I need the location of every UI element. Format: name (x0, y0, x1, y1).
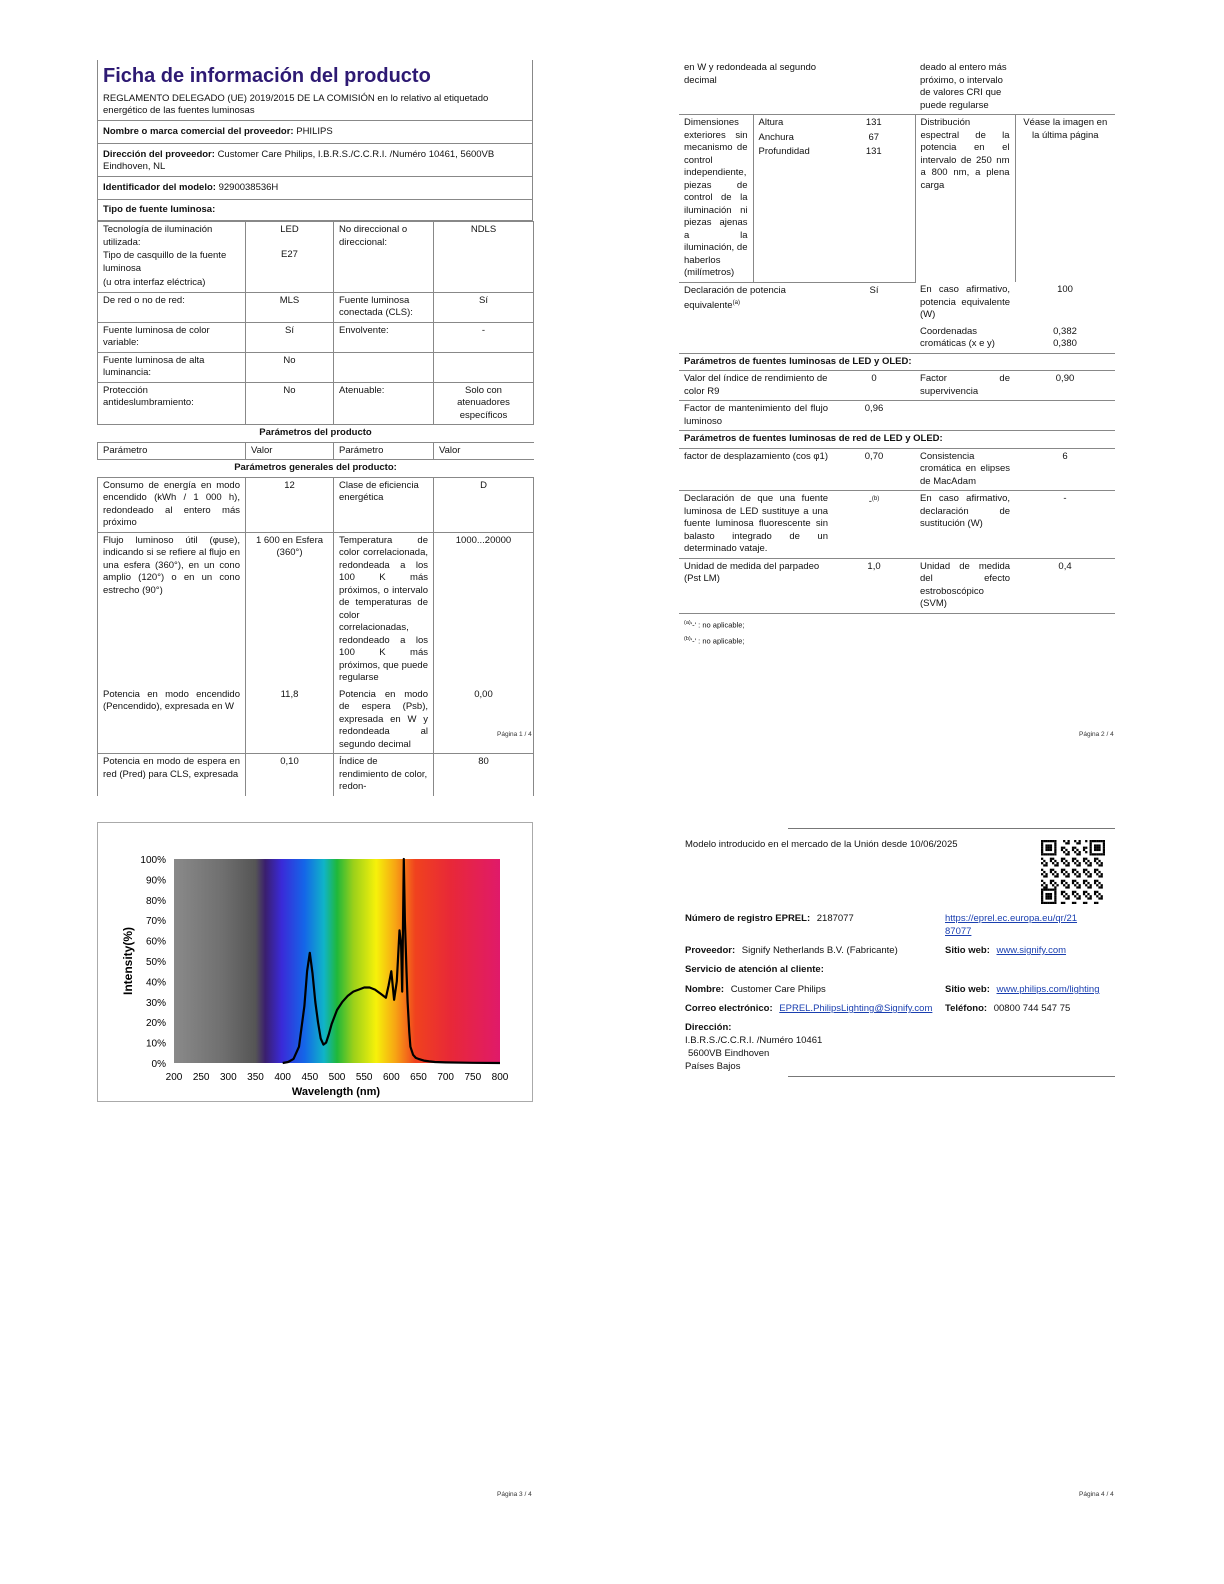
address-label: Dirección: (685, 1022, 732, 1033)
eprel-link[interactable] (945, 912, 1077, 938)
value-cell: Sí (246, 322, 334, 352)
table-row (679, 401, 1115, 431)
y-tick-label: 10% (145, 1038, 166, 1050)
address-line-2: 5600VB Eindhoven (688, 1048, 770, 1059)
param-label: Tecnología de iluminación utilizada: (103, 224, 213, 248)
equiv-label-cell (679, 282, 833, 324)
param-cell: Temperatura de color correlacionada, redondeada a los 100 K más próximos, o intervalo de temperaturas de color correlacionadas, redondeado a los 100 K más próximos, que puede regularse (334, 532, 434, 687)
param-cell: En caso afirmativo, potencia equivalente (W) (920, 284, 1011, 320)
param-cell: Valor del índice de rendimiento de color R9 (679, 371, 833, 401)
table-row (98, 532, 534, 687)
x-tick-label: 450 (301, 1072, 319, 1083)
page-2 (679, 60, 1115, 649)
product-params-header: Parámetros del producto (98, 425, 534, 443)
value-cell: Sí (434, 292, 534, 322)
regulation-line: REGLAMENTO DELEGADO (UE) 2019/2015 DE LA COMISIÓN en lo relativo al etiquetado energético de las fuentes luminosas (103, 93, 489, 116)
website2-link[interactable]: www.philips.com/lighting (996, 984, 1100, 995)
param-cell: Fuente luminosa de color variable: (98, 322, 246, 352)
param-cell: De red o no de red: (98, 292, 246, 322)
x-tick-label: 300 (219, 1072, 237, 1083)
table-row (98, 442, 534, 460)
x-tick-label: 700 (437, 1072, 455, 1083)
value-cell: No (246, 382, 334, 425)
y-tick-label: 60% (145, 936, 166, 948)
supplier-label: Proveedor: (685, 945, 736, 956)
page-number: Página 3 / 4 (497, 1491, 532, 1498)
param-cell: Atenuable: (334, 382, 434, 425)
value-cell: 80 (434, 754, 534, 796)
param-cell: Factor de supervivencia (915, 371, 1015, 401)
website-link[interactable]: www.signify.com (996, 945, 1067, 956)
value-cell: 1 600 en Esfera (360°) (246, 532, 334, 687)
spectral-value: Véase la imagen en la última página (1023, 117, 1108, 141)
page-title: Ficha de información del producto (103, 65, 431, 87)
footnote-marker: (a) (732, 300, 740, 306)
param-cell: en W y redondeada al segundo decimal (679, 60, 833, 115)
footnote-marker: (b) (871, 496, 880, 502)
param-cell: Fuente luminosa de alta luminancia: (98, 352, 246, 382)
param-cell: Potencia en modo encendido (Pencendido), expresada en W (98, 687, 246, 754)
y-tick-label: 20% (145, 1018, 166, 1030)
params-table-continued (679, 60, 1115, 614)
table-row (98, 460, 534, 478)
chroma-x: 0,382 (1053, 325, 1077, 337)
table-row (98, 382, 534, 425)
x-tick-label: 500 (328, 1072, 346, 1083)
website2-label: Sitio web: (945, 984, 990, 995)
footnote-text: '-' : no aplicable; (690, 636, 745, 646)
x-tick-label: 550 (355, 1072, 373, 1083)
y-tick-label: 30% (145, 997, 166, 1009)
value-cell (434, 352, 534, 382)
name-value: Customer Care Philips (730, 984, 826, 995)
value-cell: - (1015, 491, 1115, 559)
empty-cell (679, 324, 833, 354)
y-tick-labels (140, 855, 166, 1070)
y-axis-title: Intensity(%) (121, 926, 135, 996)
page1-header (97, 60, 533, 90)
value-cell: NDLS (434, 222, 534, 293)
supplier-address-label: Dirección del proveedor: (103, 149, 215, 160)
param-cell: Factor de mantenimiento del flujo luminoso (679, 401, 833, 431)
page-number: Página 4 / 4 (1079, 1491, 1114, 1498)
page-4 (679, 828, 1115, 1078)
address-line-1: I.B.R.S./C.C.R.I. /Numéro 10461 (685, 1035, 823, 1046)
table-row (679, 491, 1115, 559)
address-line-3: Países Bajos (685, 1061, 741, 1072)
y-tick-label: 90% (145, 875, 166, 887)
value-cell: 6 (1015, 448, 1115, 491)
x-tick-label: 750 (464, 1072, 482, 1083)
value-cell: 0,90 (1015, 371, 1115, 401)
param-cell: Clase de eficiencia energética (334, 477, 434, 532)
param-cell: Unidad de medida del parpadeo (Pst LM) (679, 558, 833, 613)
page-number: Página 2 / 4 (1079, 731, 1114, 738)
footnote-marker: (b) (684, 636, 691, 642)
table-row (679, 371, 1115, 401)
spectrum-background (174, 859, 500, 1063)
divider-top (788, 828, 1115, 829)
service-row (685, 963, 824, 976)
value-cell: 0,96 (833, 401, 915, 431)
empty-cell (915, 401, 1015, 431)
value-cell: 0,00 (434, 687, 534, 754)
y-tick-label: 0% (151, 1059, 166, 1070)
param-cell: Potencia en modo de espera en red (Pred) para CLS, expresada (98, 754, 246, 796)
page-1 (97, 60, 533, 796)
service-label: Servicio de atención al cliente: (685, 964, 824, 975)
address-block (685, 1021, 822, 1073)
website-row (945, 944, 1066, 957)
divider-bottom (788, 1076, 1115, 1077)
value-cell: MLS (246, 292, 334, 322)
y-tick-label: 50% (145, 957, 166, 968)
param-cell: factor de desplazamiento (cos φ1) (679, 448, 833, 491)
x-tick-labels (166, 1072, 509, 1083)
table-row (679, 353, 1115, 371)
value-cell: No (246, 352, 334, 382)
param-cell: deado al entero más próximo, o intervalo de valores CRI que puede regularse (915, 60, 1015, 115)
replace-value: - (868, 496, 872, 508)
column-header: Parámetro (98, 442, 246, 460)
value-cell: D (434, 477, 534, 532)
name-label: Nombre: (685, 984, 725, 995)
footnote-a (679, 616, 1115, 633)
table-row (679, 60, 1115, 115)
table-row (679, 558, 1115, 613)
page-number: Página 1 / 4 (497, 731, 532, 738)
param-cell: Coordenadas cromáticas (x e y) (915, 324, 1015, 354)
y-tick-label: 80% (145, 895, 166, 907)
param-cell: Fuente luminosa conectada (CLS): (334, 292, 434, 322)
column-header: Valor (434, 442, 534, 460)
param-cell (334, 352, 434, 382)
value-cell (833, 60, 915, 115)
table-row (98, 222, 534, 293)
dimension-name: Profundidad (758, 146, 810, 157)
table-row (98, 425, 534, 443)
supplier-address-row (97, 144, 533, 177)
source-type-table (97, 221, 534, 796)
param-cell: No direccional o direccional: (334, 222, 434, 293)
dimension-names (753, 115, 833, 283)
dimension-name: Altura (758, 117, 784, 128)
param-cell: Unidad de medida del efecto estroboscópico (SVM) (915, 558, 1015, 613)
eprel-value: 2187077 (816, 913, 854, 924)
model-id-value: 9290038536H (218, 182, 279, 193)
value-cell: - (434, 322, 534, 352)
param-cell: Flujo luminoso útil (φuse), indicando si se refiere al flujo en una esfera (360°), en un cono amplio (120°) o en un cono estrecho (90°) (98, 532, 246, 687)
name-row (685, 983, 826, 996)
value-cell: 0,10 (246, 754, 334, 796)
x-tick-label: 250 (192, 1072, 210, 1083)
led-params-header: Parámetros de fuentes luminosas de LED y OLED: (679, 353, 1115, 371)
value-cell: 1000...20000 (434, 532, 534, 687)
eprel-row (685, 912, 854, 925)
table-row (98, 477, 534, 532)
value-label: LED (280, 224, 299, 235)
model-id-row (97, 177, 533, 200)
source-type-row (97, 200, 533, 221)
column-header: Parámetro (334, 442, 434, 460)
spectral-label: Distribución espectral de la potencia en el intervalo de 250 nm a 800 nm, a plena carga (915, 115, 1015, 283)
param-cell (98, 222, 246, 293)
footnote-b (679, 632, 1115, 649)
value-cell (833, 491, 915, 559)
eprel-link-line-2[interactable]: 87077 (945, 926, 972, 937)
table-row (98, 687, 534, 754)
phone-value: 00800 744 547 75 (993, 1003, 1071, 1014)
website2-row (945, 983, 1099, 996)
value-cell (1015, 60, 1115, 115)
value-cell: 0,70 (833, 448, 915, 491)
dimension-value: 131 (865, 146, 882, 157)
general-params-header: Parámetros generales del producto: (98, 460, 534, 478)
supplier-row (685, 944, 898, 957)
model-id-label: Identificador del modelo: (103, 182, 216, 193)
param-cell: Consistencia cromática en elipses de MacAdam (915, 448, 1015, 491)
website-label: Sitio web: (945, 945, 990, 956)
value-cell: 12 (246, 477, 334, 532)
param-cell: En caso afirmativo, declaración de sustitución (W) (915, 491, 1015, 559)
phone-label: Teléfono: (945, 1003, 988, 1014)
value-label: E27 (281, 248, 298, 260)
spectrum-chart-frame (97, 822, 533, 1102)
value-cell: 0,4 (1015, 558, 1115, 613)
table-row (98, 292, 534, 322)
param-cell: Protección antideslumbramiento: (98, 382, 246, 425)
x-tick-label: 400 (274, 1072, 292, 1083)
equiv-label: Declaración de potencia equivalente (684, 284, 786, 312)
supplier-name-value: PHILIPS (296, 126, 333, 137)
spectrum-chart (98, 823, 532, 1101)
x-tick-label: 350 (247, 1072, 264, 1083)
param-label: (u otra interfaz eléctrica) (103, 277, 206, 288)
value-cell: 100 (1057, 284, 1073, 295)
x-tick-label: 650 (410, 1072, 427, 1083)
supplier-value: Signify Netherlands B.V. (Fabricante) (741, 945, 898, 956)
param-cell: Envolvente: (334, 322, 434, 352)
x-axis-title: Wavelength (nm) (291, 1086, 381, 1098)
eprel-label: Número de registro EPREL: (685, 913, 811, 924)
dimension-name: Anchura (758, 131, 794, 143)
table-row (679, 324, 1115, 354)
value-cell (246, 222, 334, 293)
value-cell: 1,0 (833, 558, 915, 613)
chroma-values (1015, 324, 1115, 354)
y-tick-label: 70% (145, 916, 166, 928)
param-cell: Potencia en modo de espera (Psb), expresada en W y redondeada al segundo decimal (334, 687, 434, 754)
x-tick-label: 800 (491, 1072, 509, 1083)
footnote-text: '-' : no aplicable; (690, 620, 745, 629)
supplier-name-row (97, 121, 533, 144)
phone-row (945, 1002, 1070, 1015)
param-cell: Consumo de energía en modo encendido (kWh / 1 000 h), redondeado al entero más próximo (98, 477, 246, 532)
footnotes (679, 616, 1115, 649)
table-row (679, 282, 1115, 324)
supplier-name-label: Nombre o marca comercial del proveedor: (103, 126, 294, 137)
supplier-address-value: Customer Care Philips, I.B.R.S./C.C.R.I. /Numéro 10461, 5600VB Eindhoven, NL (103, 149, 495, 172)
eprel-link-line-1[interactable]: https://eprel.ec.europa.eu/qr/21 (945, 913, 1078, 924)
empty-cell (1015, 401, 1115, 431)
market-intro: Modelo introducido en el mercado de la Unión desde 10/06/2025 (685, 839, 958, 850)
table-row (98, 322, 534, 352)
dimension-values (833, 115, 915, 283)
column-header: Valor (246, 442, 334, 460)
dimension-value: 67 (868, 131, 880, 143)
table-row (98, 754, 534, 796)
empty-cell (833, 324, 915, 354)
table-row (679, 431, 1115, 449)
regulation-text (97, 90, 533, 121)
table-row (98, 352, 534, 382)
y-tick-label: 40% (145, 977, 166, 989)
email-label: Correo electrónico: (685, 1003, 773, 1014)
dimensions-label: Dimensiones exteriores sin mecanismo de control independiente, piezas de control de la iluminación ni piezas ajenas a la iluminación, de haberlos (milímetros) (679, 115, 753, 283)
x-tick-label: 200 (165, 1072, 183, 1083)
param-cell: Declaración de que una fuente luminosa de LED sustituye a una fuente luminosa fluorescente sin balasto integrado de un determinado vataje. (679, 491, 833, 559)
x-tick-label: 600 (382, 1072, 400, 1083)
email-link[interactable]: EPREL.PhilipsLighting@Signify.com (779, 1003, 933, 1014)
y-tick-label: 100% (140, 855, 166, 866)
table-row (679, 115, 1115, 283)
value-cell: 0 (833, 371, 915, 401)
value-cell: Sí (869, 284, 879, 296)
table-row (679, 448, 1115, 491)
param-cell: Índice de rendimiento de color, redon- (334, 754, 434, 796)
value-cell: 11,8 (246, 687, 334, 754)
source-type-label: Tipo de fuente luminosa: (103, 204, 216, 215)
mains-params-header: Parámetros de fuentes luminosas de red de LED y OLED: (679, 431, 1115, 449)
value-cell: Solo con atenuadores específicos (434, 382, 534, 425)
footnote-marker: (a) (684, 619, 691, 626)
param-label: Tipo de casquillo de la fuente luminosa (103, 250, 227, 274)
chroma-y: 0,380 (1053, 338, 1077, 349)
dimension-value: 131 (865, 117, 882, 128)
qr-code[interactable] (1041, 840, 1105, 904)
email-row (685, 1002, 932, 1015)
